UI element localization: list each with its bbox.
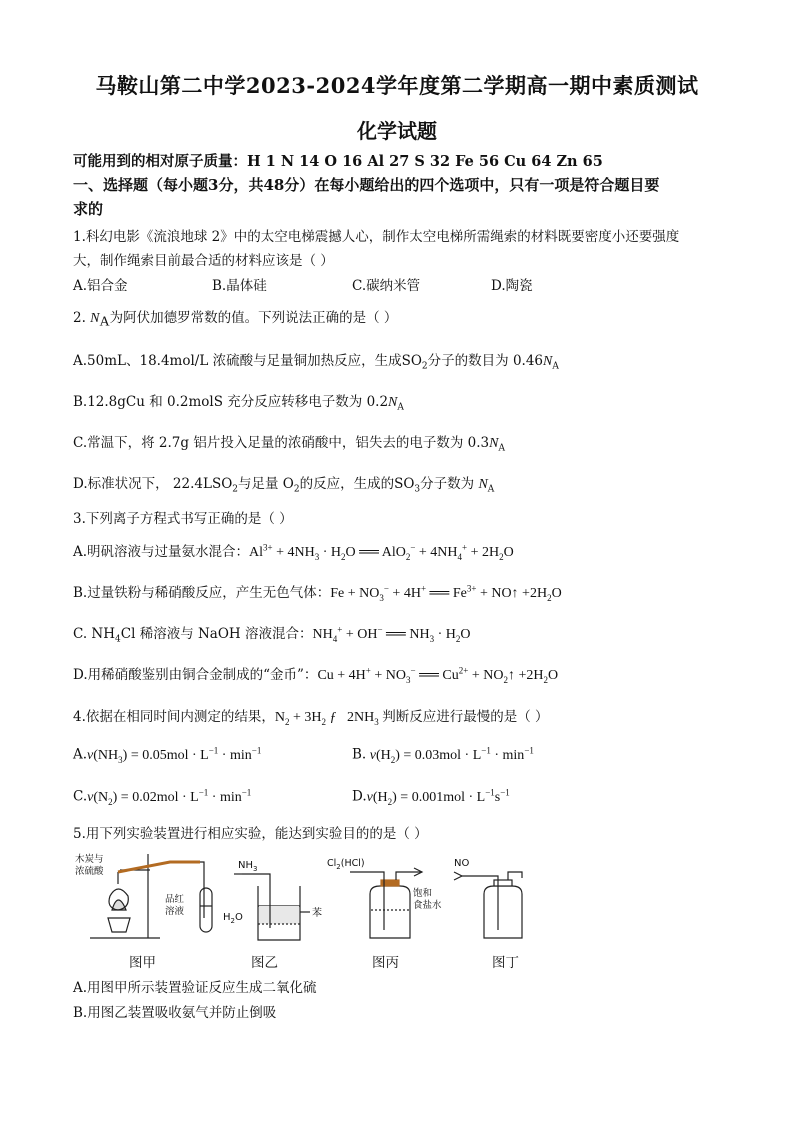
figure-bing (350, 868, 422, 938)
q3-c-equation: $NH_4^+ + OH^-$ ══ $NH_3 \cdot H_2O$ (312, 624, 471, 644)
q3-option-c: C. $NH_4Cl$ 稀溶液与 NaOH 溶液混合：$NH_4^+ + OH^-$ ══ $NH_3 \cdot H_2O$ (73, 624, 471, 645)
q4-reaction: $N_2 + 3H_2$ ƒ $2NH_3$ (274, 710, 379, 727)
caption-bing: 图丙 (372, 955, 399, 971)
fig-yi-water: $H_2O$ (223, 912, 243, 925)
q3-b-equation: $Fe + NO_3^- + 4H^+$ ══ $Fe^{3+}$ + NO↑ $+2H_2O$ (330, 583, 562, 603)
atomic-masses: 可能用到的相对原子质量：H 1 N 14 O 16 Al 27 S 32 Fe 56 Cu 64 Zn 65 (73, 153, 603, 170)
fig-ding-gas: NO (454, 858, 470, 869)
fig-bing-solution-line1: 饱和 (413, 888, 433, 899)
figure-yi (234, 874, 310, 940)
q3-stem: 3.下列离子方程式书写正确的是（ ） (73, 511, 293, 527)
q1-stem-line1: 1.科幻电影《流浪地球 2》中的太空电梯震撼人心，制作太空电梯所需绳索的材料既要密度小还要强度 (73, 229, 680, 245)
q4-stem: 4.依据在相同时间内测定的结果，$N_2 + 3H_2$ ƒ $2NH_3$ 判断反应进行最慢的是（ ） (73, 709, 549, 727)
caption-jia: 图甲 (129, 955, 156, 971)
q4-option-b: B. $v(H_2) = 0.03mol \cdot L^{-1} \cdot \min^{-1}$ (352, 745, 534, 765)
section1-heading-line2: 求的 (73, 200, 104, 218)
q1-option-c: C.碳纳米管 (352, 278, 421, 294)
q5-option-b: B.用图乙装置吸收氨气并防止倒吸 (73, 1005, 277, 1021)
q3-d-equation: $Cu + 4H^+ + NO_3^-$ ══ $Cu^{2+}$ + $NO_2↑ +2H_2O$ (317, 665, 559, 685)
q5-option-a: A.用图甲所示装置验证反应生成二氧化硫 (73, 980, 317, 996)
q2-option-c: C.常温下，将 2.7g 铝片投入足量的浓硝酸中，铝失去的电子数为 $0.3N_A$ (73, 435, 505, 454)
q2-option-a: A.50mL、18.4mol/L 浓硫酸与足量铜加热反应，生成$SO_2$分子的数目为 $0.46N_A$ (73, 353, 559, 372)
q5-apparatus-figure (70, 848, 550, 948)
figure-ding (454, 872, 522, 938)
q5-stem: 5.用下列实验装置进行相应实验，能达到实验目的的是（ ） (73, 826, 428, 842)
q3-option-a: A.明矾溶液与过量氨水混合：$Al^{3+} + 4NH_3 \cdot H_2O$ ══ $AlO_2^- + 4NH_4^+ + 2H_2O$ (73, 542, 514, 562)
q2-stem: 2. $N_A$为阿伏加德罗常数的值。下列说法正确的是（ ） (73, 310, 398, 330)
section1-heading-line1: 一、选择题（每小题3分，共48分）在每小题给出的四个选项中，只有一项是符合题目要 (73, 176, 660, 194)
q3-a-equation: $Al^{3+} + 4NH_3 \cdot H_2O$ ══ $AlO_2^- + 4NH_4^+ + 2H_2O$ (249, 542, 514, 562)
fig-jia-reagent-line1: 木炭与 (75, 854, 104, 865)
q2-option-d: D.标准状况下， $22.4LSO_2$与足量 $O_2$的反应，生成的$SO_3$分子数为 $N_A$ (73, 476, 495, 495)
q1-stem-line2: 大，制作绳索目前最合适的材料应该是（ ） (73, 253, 334, 269)
fig-jia-solution-line2: 溶液 (165, 906, 185, 917)
q2-option-b: B.12.8gCu 和 0.2molS 充分反应转移电子数为 $0.2N_A$ (73, 394, 404, 413)
exam-title: 马鞍山第二中学2023-2024学年度第二学期高一期中素质测试 (95, 73, 699, 98)
exam-subtitle: 化学试题 (357, 119, 437, 143)
q4-option-d: $D.v(H_2) = 0.001mol \cdot L^{-1}s^{-1}$ (352, 787, 510, 807)
fig-bing-solution-line2: 食盐水 (413, 900, 442, 911)
q1-option-d: D.陶瓷 (491, 278, 533, 294)
q3-option-b: B.过量铁粉与稀硝酸反应，产生无色气体：$Fe + NO_3^- + 4H^+$ ══ $Fe^{3+}$ + NO↑ $+2H_2O$ (73, 583, 562, 603)
fig-jia-reagent-line2: 浓硫酸 (75, 866, 104, 877)
fig-jia-solution-line1: 品红 (165, 894, 185, 905)
caption-ding: 图丁 (492, 955, 519, 971)
fig-yi-benzene: 苯 (312, 908, 322, 919)
q1-option-a: A.铝合金 (73, 278, 128, 294)
figure-jia (90, 854, 212, 938)
q1-option-b: B.晶体硅 (212, 278, 267, 294)
q4-option-c: $C.v(N_2) = 0.02mol \cdot L^{-1} \cdot \min^{-1}$ (73, 787, 252, 807)
fig-bing-gas: $Cl_2(HCl)$ (327, 858, 365, 871)
q4-option-a: $A.v(NH_3) = 0.05mol \cdot L^{-1} \cdot \min^{-1}$ (73, 745, 262, 765)
caption-yi: 图乙 (251, 955, 278, 971)
q3-option-d: D.用稀硝酸鉴别由铜合金制成的“金币”：$Cu + 4H^+ + NO_3^-$ ══ $Cu^{2+}$ + $NO_2↑ +2H_2O$ (73, 665, 559, 685)
fig-yi-gas: $NH_3$ (238, 860, 258, 873)
